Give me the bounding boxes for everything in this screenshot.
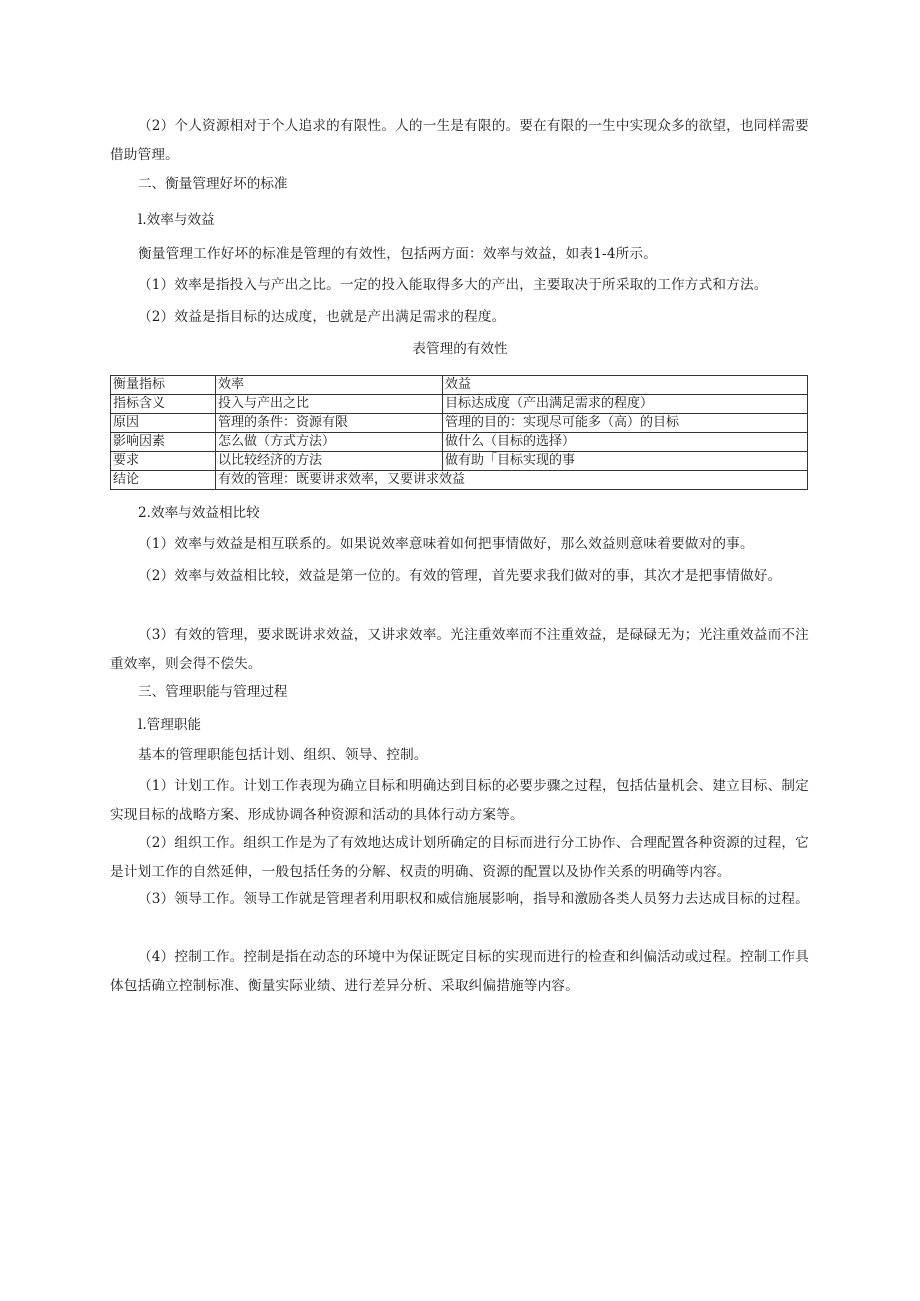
paragraph-planning: （1）计划工作。计划工作表现为确立目标和明确达到目标的必要步骤之过程，包括估量机会、建立目标、制定实现目标的战略方案、形成协调各种资源和活动的具体行动方案等。 bbox=[110, 778, 809, 823]
table-cell: 做什么（目标的选择） bbox=[443, 433, 808, 452]
subheading-compare: 2.效率与效益相比较 bbox=[138, 505, 260, 521]
paragraph-effectiveness-definition: （2）效益是指目标的达成度，也就是产出满足需求的程度。 bbox=[138, 309, 506, 325]
table-cell: 指标含义 bbox=[111, 395, 216, 414]
table-cell: 要求 bbox=[111, 452, 216, 471]
table-header-cell: 效率 bbox=[216, 376, 443, 395]
table-cell: 影响因素 bbox=[111, 433, 216, 452]
paragraph-compare-1: （1）效率与效益是相互联系的。如果说效率意味着如何把事情做好，那么效益则意味着要做对的事。 bbox=[138, 536, 754, 552]
table-cell: 管理的条件：资源有限 bbox=[216, 414, 443, 433]
table-row bbox=[111, 452, 808, 471]
effectiveness-table bbox=[110, 375, 808, 490]
table-header-cell: 效益 bbox=[443, 376, 808, 395]
section-heading-functions: 三、管理职能与管理过程 bbox=[138, 684, 288, 700]
paragraph-functions-intro: 基本的管理职能包括计划、组织、领导、控制。 bbox=[138, 747, 428, 763]
table-header-row bbox=[111, 376, 808, 395]
table-cell: 目标达成度（产出满足需求的程度） bbox=[443, 395, 808, 414]
paragraph-organizing: （2）组织工作。组织工作是为了有效地达成计划所确定的目标而进行分工协作、合理配置各种资源的过程，它是计划工作的自然延伸，一般包括任务的分解、权责的明确、资源的配置以及协作关系的明确等内容。 bbox=[110, 835, 809, 880]
table-header-cell: 衡量指标 bbox=[111, 376, 216, 395]
paragraph-controlling: （4）控制工作。控制是指在动态的环境中为保证既定目标的实现而进行的检查和纠偏活动或过程。控制工作具体包括确立控制标准、衡量实际业绩、进行差异分析、采取纠偏措施等内容。 bbox=[110, 949, 809, 994]
table-row bbox=[111, 414, 808, 433]
table-cell: 结论 bbox=[111, 471, 216, 490]
table-row-conclusion bbox=[111, 471, 808, 490]
table-cell: 投入与产出之比 bbox=[216, 395, 443, 414]
section-heading-measure-standard: 二、衡量管理好坏的标准 bbox=[138, 176, 288, 192]
table-row bbox=[111, 433, 808, 452]
paragraph-measure-intro: 衡量管理工作好坏的标准是管理的有效性，包括两方面：效率与效益，如表1-4所示。 bbox=[138, 246, 658, 262]
table-row bbox=[111, 395, 808, 414]
table-cell-merged: 有效的管理：既要讲求效率，又要讲求效益 bbox=[216, 471, 808, 490]
paragraph-personal-resources: （2）个人资源相对于个人追求的有限性。人的一生是有限的。要在有限的一生中实现众多的欲望，也同样需要借助管理。 bbox=[110, 118, 809, 163]
paragraph-compare-3: （3）有效的管理，要求既讲求效益，又讲求效率。光注重效率而不注重效益，是碌碌无为；光注重效益而不注重效率，则会得不偿失。 bbox=[110, 627, 809, 672]
table-cell: 以比较经济的方法 bbox=[216, 452, 443, 471]
table-cell: 做有助「目标实现的事 bbox=[443, 452, 808, 471]
table-caption: 表管理的有效性 bbox=[412, 341, 508, 357]
paragraph-efficiency-definition: （1）效率是指投入与产出之比。一定的投入能取得多大的产出，主要取决于所采取的工作方式和方法。 bbox=[138, 277, 768, 293]
paragraph-compare-2: （2）效率与效益相比较，效益是第一位的。有效的管理，首先要求我们做对的事，其次才是把事情做好。 bbox=[138, 568, 782, 584]
subheading-management-functions: l.管理职能 bbox=[138, 717, 202, 733]
subheading-efficiency-effectiveness: l.效率与效益 bbox=[138, 212, 215, 228]
paragraph-leading: （3）领导工作。领导工作就是管理者利用职权和威信施展影响，指导和激励各类人员努力去达成目标的过程。 bbox=[138, 891, 809, 907]
table-cell: 怎么做（方式方法） bbox=[216, 433, 443, 452]
table-cell: 原因 bbox=[111, 414, 216, 433]
table-cell: 管理的目的：实现尽可能多（高）的目标 bbox=[443, 414, 808, 433]
